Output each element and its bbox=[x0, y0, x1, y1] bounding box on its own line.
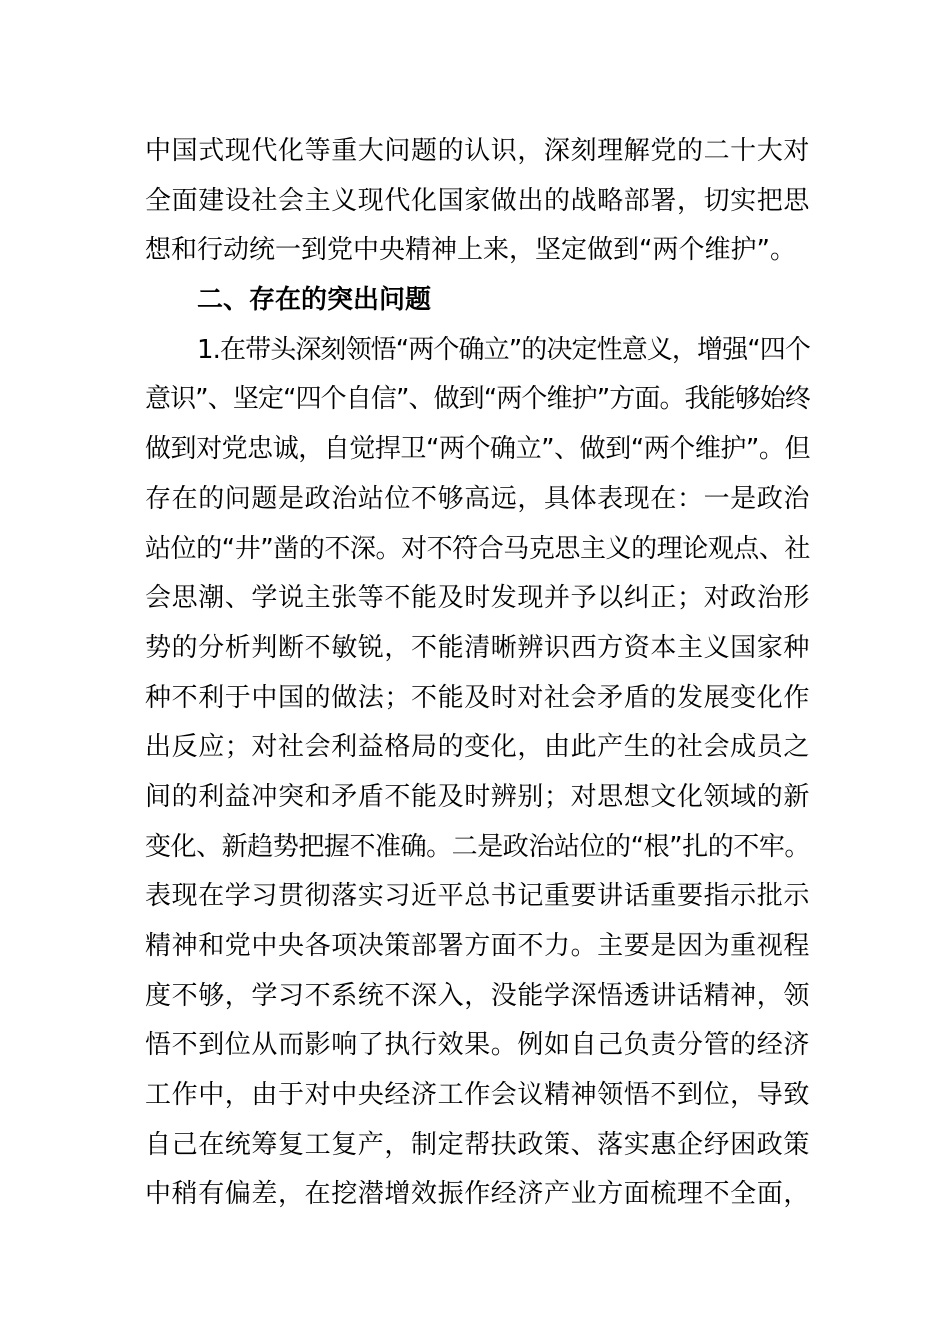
body-text-line: 中国式现代化等重大问题的认识，深刻理解党的二十大对 bbox=[145, 136, 810, 166]
body-text-line: 自己在统筹复工复产，制定帮扶政策、落实惠企纾困政策 bbox=[145, 1129, 810, 1160]
body-text-line: 势的分析判断不敏锐，不能清晰辨识西方资本主义国家种 bbox=[145, 632, 810, 663]
body-text-line: 中稍有偏差，在挖潜增效振作经济产业方面梳理不全面， bbox=[145, 1179, 810, 1210]
body-text-line: 表现在学习贯彻落实习近平总书记重要讲话重要指示批示 bbox=[145, 881, 810, 912]
body-text-line: 度不够，学习不系统不深入，没能学深悟透讲话精神，领 bbox=[145, 980, 810, 1011]
body-text-line: 种不利于中国的做法；不能及时对社会矛盾的发展变化作 bbox=[145, 682, 810, 713]
body-text-line: 间的利益冲突和矛盾不能及时辨别；对思想文化领域的新 bbox=[145, 781, 810, 812]
body-text-line: 精神和党中央各项决策部署方面不力。主要是因为重视程 bbox=[145, 931, 810, 961]
body-text-line: 意识”、坚定“四个自信”、做到“两个维护”方面。我能够始终 bbox=[145, 384, 810, 415]
body-text-line: 出反应；对社会利益格局的变化，由此产生的社会成员之 bbox=[145, 732, 810, 763]
body-text-line: 悟不到位从而影响了执行效果。例如自己负责分管的经济 bbox=[145, 1030, 810, 1061]
body-text-line: 会思潮、学说主张等不能及时发现并予以纠正；对政治形 bbox=[145, 583, 810, 614]
section-heading: 二、存在的突出问题 bbox=[197, 285, 432, 316]
body-text-line: 做到对党忠诚，自觉捍卫“两个确立”、做到“两个维护”。但 bbox=[145, 434, 810, 465]
body-text-line: 变化、新趋势把握不准确。二是政治站位的“根”扎的不牢。 bbox=[145, 831, 810, 862]
body-text-line: 1.在带头深刻领悟“两个确立”的决定性意义，增强“四个 bbox=[197, 334, 810, 365]
body-text-line: 工作中，由于对中央经济工作会议精神领悟不到位，导致 bbox=[145, 1080, 810, 1111]
body-text-line: 站位的“井”凿的不深。对不符合马克思主义的理论观点、社 bbox=[145, 533, 810, 564]
body-text-line: 全面建设社会主义现代化国家做出的战略部署，切实把思 bbox=[145, 185, 810, 216]
body-text-line: 想和行动统一到党中央精神上来，坚定做到“两个维护”。 bbox=[145, 235, 796, 266]
body-text-line: 存在的问题是政治站位不够高远，具体表现在：一是政治 bbox=[145, 483, 810, 514]
document-body bbox=[145, 127, 810, 1220]
